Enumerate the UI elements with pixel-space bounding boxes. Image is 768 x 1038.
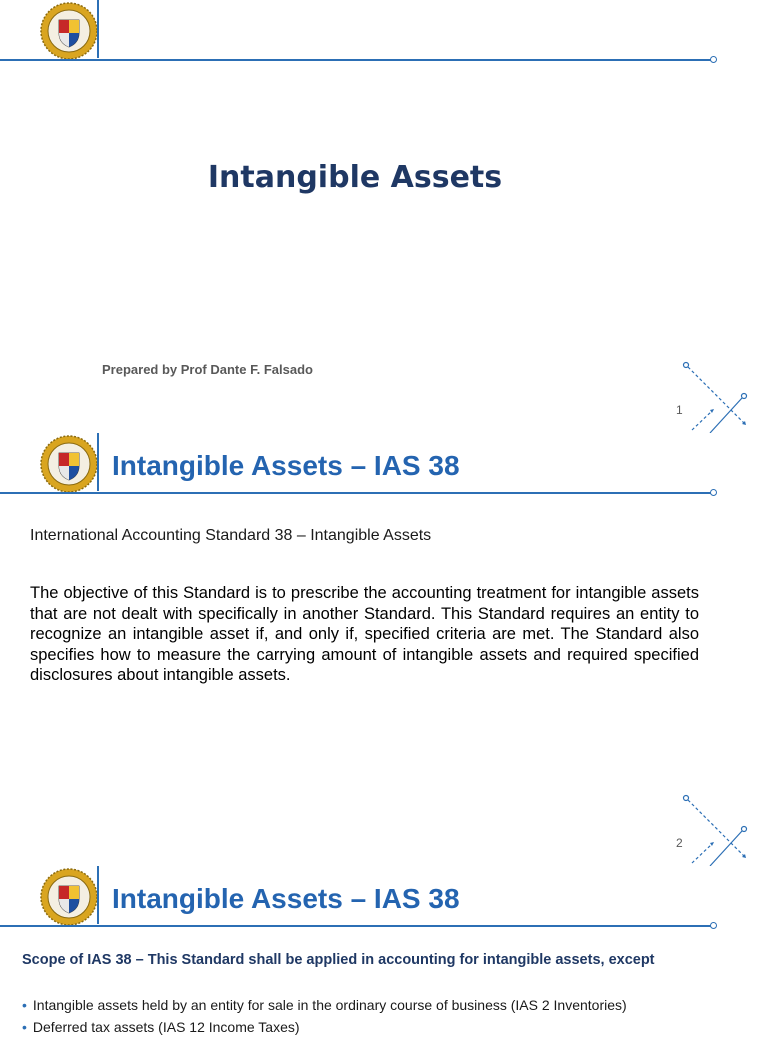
header-vertical-bar (97, 866, 99, 924)
university-seal-icon (40, 868, 98, 926)
slide-3 (0, 866, 768, 1035)
slide-number: 1 (676, 403, 683, 417)
list-item (22, 994, 742, 1016)
header-rule-endpoint (710, 922, 717, 929)
bullet-icon: • (22, 1019, 27, 1035)
header-vertical-bar (97, 0, 99, 58)
slide-2 (0, 433, 768, 866)
slide-title: Intangible Assets – IAS 38 (112, 883, 460, 914)
prepared-by: Prepared by Prof Dante F. Falsado (102, 362, 313, 377)
list-item (22, 1016, 742, 1038)
slide-subheading: International Accounting Standard 38 – Intangible Assets (30, 527, 432, 544)
objective-paragraph: The objective of this Standard is to prescribe the accounting treatment for intangible assets that are not dealt with specifically in another Standard. This Standard requires an entity to recognize an intangible asset if, and only if, specified criteria are met. The Standard also specifies how to measure the carrying amount of intangible assets and required specified disclosures about intangible assets. (30, 584, 699, 684)
bullet-icon: • (22, 997, 27, 1013)
header-rule (0, 492, 712, 494)
slide-title: Intangible Assets (207, 160, 503, 195)
slide-title: Intangible Assets – IAS 38 (112, 450, 460, 481)
header-vertical-bar (97, 433, 99, 491)
slide-number: 2 (676, 836, 683, 850)
exception-list (22, 994, 742, 1038)
dotted-arrows-decoration-icon (680, 358, 768, 433)
header-rule (0, 59, 712, 61)
list-item-text: Deferred tax assets (IAS 12 Income Taxes) (32, 1019, 300, 1035)
university-seal-icon (40, 435, 98, 493)
slide-1 (0, 0, 768, 433)
scope-statement: Scope of IAS 38 – This Standard shall be applied in accounting for intangible assets, except (22, 952, 655, 968)
header-rule (0, 925, 712, 927)
header-rule-endpoint (710, 489, 717, 496)
dotted-arrows-decoration-icon (680, 791, 768, 866)
list-item-text: Intangible assets held by an entity for sale in the ordinary course of business (IAS 2 Inventories) (32, 997, 627, 1013)
university-seal-icon (40, 2, 98, 60)
header-rule-endpoint (710, 56, 717, 63)
